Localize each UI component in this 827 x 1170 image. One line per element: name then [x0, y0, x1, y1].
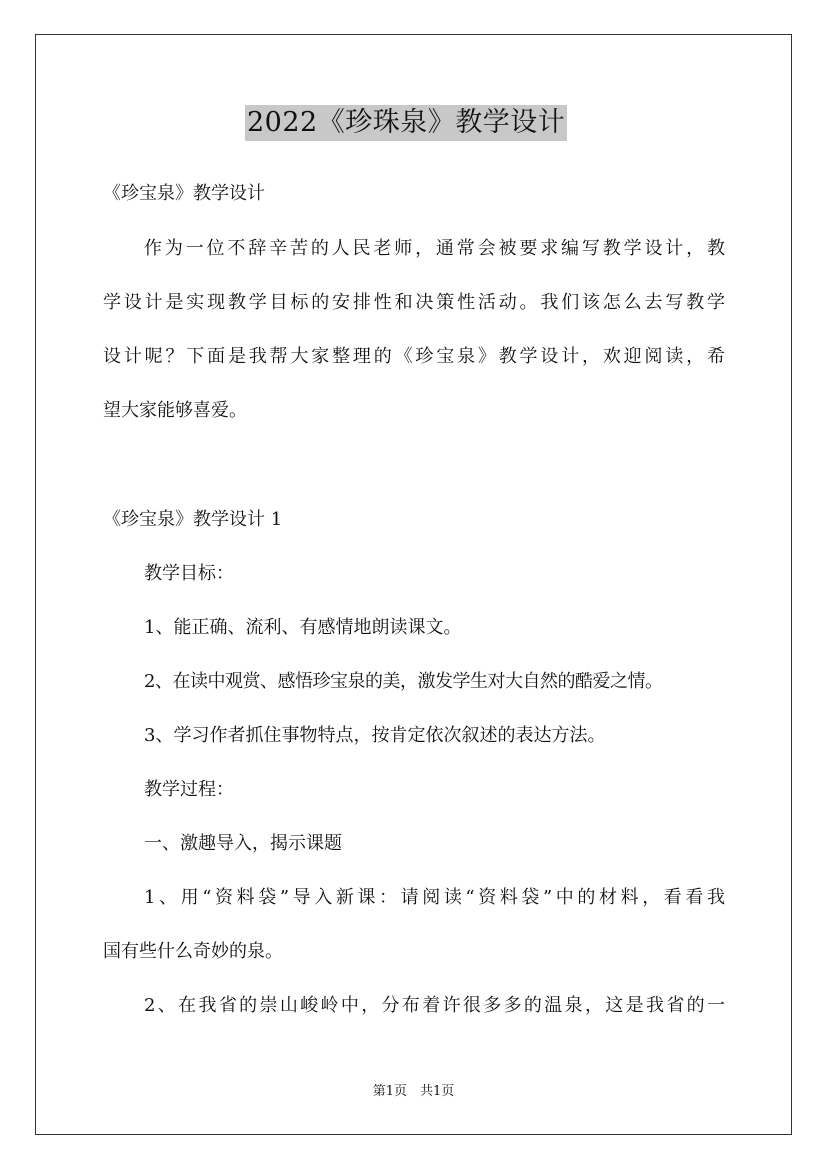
document-subtitle: 《珍宝泉》教学设计 — [103, 183, 265, 204]
step-item-line: 2、在我省的崇山峻岭中，分布着许很多多的温泉，这是我省的一 — [144, 995, 725, 1016]
intro-line: 望大家能够喜爱。 — [103, 400, 247, 421]
process-label: 教学过程： — [144, 779, 234, 800]
intro-line: 作为一位不辞辛苦的人民老师，通常会被要求编写教学设计，教 — [144, 238, 725, 259]
intro-line: 设计呢？下面是我帮大家整理的《珍宝泉》教学设计，欢迎阅读，希 — [103, 346, 725, 367]
step-item-line: 1、用“资料袋”导入新课：请阅读“资料袋”中的材料，看看我 — [144, 887, 725, 908]
goals-label: 教学目标： — [144, 563, 234, 584]
step-item-line: 国有些什么奇妙的泉。 — [103, 941, 283, 962]
step-heading: 一、激趣导入，揭示课题 — [144, 833, 342, 854]
goal-item: 2、在读中观赏、感悟珍宝泉的美，激发学生对大自然的酷爱之情。 — [144, 671, 663, 692]
page-footer: 第1页 共1页 — [372, 1084, 455, 1099]
document-title: 2022《珍珠泉》教学设计 — [245, 105, 567, 141]
goal-item: 3、学习作者抓住事物特点，按肯定依次叙述的表达方法。 — [144, 725, 606, 746]
section-heading: 《珍宝泉》教学设计 1 — [103, 509, 283, 530]
intro-line: 学设计是实现教学目标的安排性和决策性活动。我们该怎么去写教学 — [103, 292, 725, 313]
goal-item: 1、能正确、流利、有感情地朗读课文。 — [144, 617, 462, 638]
